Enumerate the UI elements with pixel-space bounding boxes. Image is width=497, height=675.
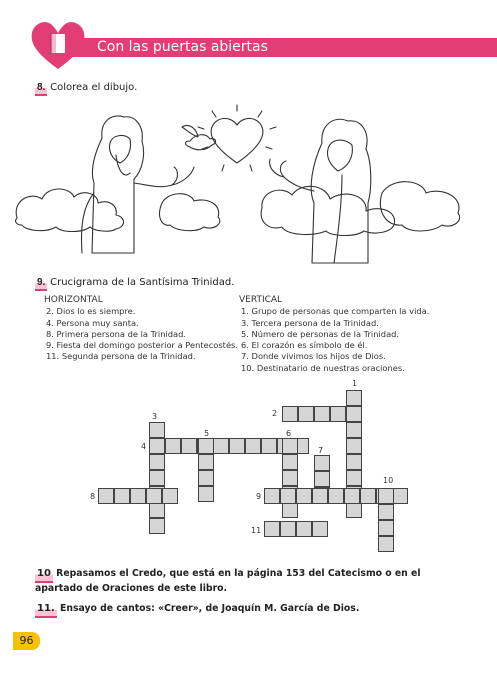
- crossword-cell: [149, 502, 165, 518]
- page-number: 96: [13, 632, 40, 650]
- crossword-cell: [298, 406, 314, 422]
- crossword-cell: [296, 521, 312, 537]
- crossword-cell: [312, 488, 328, 504]
- exercise-11: [35, 602, 455, 618]
- horizontal-heading: HORIZONTAL: [44, 295, 103, 305]
- crossword-cell: [149, 470, 165, 486]
- crossword-number-9: 9: [256, 492, 262, 501]
- horizontal-clue: 4. Persona muy santa.: [46, 317, 139, 328]
- crossword-cell: [149, 454, 165, 470]
- crossword-number-8: 8: [90, 492, 96, 501]
- crossword-cell: [149, 518, 165, 534]
- crossword-number-2: 2: [272, 409, 278, 418]
- crossword-cell: [181, 438, 197, 454]
- crossword-cell: [346, 390, 362, 406]
- crossword-cell: [229, 438, 245, 454]
- coloring-illustration: [12, 93, 472, 273]
- vertical-clue: 7. Donde vivimos los hijos de Dios.: [241, 351, 386, 362]
- crossword-cell: [198, 438, 214, 454]
- crossword-cell: [346, 470, 362, 486]
- crossword-cell: [282, 502, 298, 518]
- crossword-cell: [378, 536, 394, 552]
- crossword-cell: [282, 486, 298, 502]
- crossword-cell: [378, 504, 394, 520]
- crossword-cell: [346, 502, 362, 518]
- crossword-cell: [245, 438, 261, 454]
- crossword-number-10: 10: [383, 476, 394, 485]
- crossword-cell: [376, 488, 392, 504]
- crossword-cell: [146, 488, 162, 504]
- crossword-cell: [378, 488, 394, 504]
- crossword-cell: [330, 406, 346, 422]
- crossword-cell: [378, 520, 394, 536]
- crossword-cell: [314, 487, 330, 503]
- crossword-number-5: 5: [204, 429, 210, 438]
- vertical-clue: 10. Destinatario de nuestras oraciones.: [241, 362, 405, 373]
- crossword-cell: [280, 488, 296, 504]
- crossword-number-4: 4: [141, 442, 147, 451]
- crossword-cell: [346, 406, 362, 422]
- crossword-cell: [149, 422, 165, 438]
- exercise-11-text: Ensayo de cantos: «Creer», de Joaquín M. García de Dios.: [59, 603, 360, 614]
- crossword-cell: [314, 406, 330, 422]
- crossword-cell: [360, 488, 376, 504]
- crossword-cell: [314, 455, 330, 471]
- crossword-number-1: 1: [352, 379, 358, 388]
- crossword-cell: [149, 438, 165, 454]
- exercise-10: [35, 567, 455, 595]
- crossword-cell: [198, 470, 214, 486]
- crossword-cell: [314, 471, 330, 487]
- heart-door-icon: [28, 17, 88, 73]
- crossword-cell: [346, 454, 362, 470]
- crossword-cell: [197, 438, 213, 454]
- horizontal-clues: [44, 295, 238, 363]
- crossword-cell: [346, 486, 362, 502]
- horizontal-clue: 11. Segunda persona de la Trinidad.: [46, 351, 196, 362]
- exercise-11-number: 11.: [35, 602, 57, 618]
- exercise-10-number: 10: [35, 567, 53, 583]
- crossword-cell: [344, 488, 360, 504]
- crossword-cell: [198, 486, 214, 502]
- crossword-cell: [280, 521, 296, 537]
- crossword-cell: [213, 438, 229, 454]
- exercise-10-text: Repasamos el Credo, que está en la página 153 del Catecismo o en el apartado de Oraciones de este libro.: [35, 568, 421, 594]
- crossword-cell: [98, 488, 114, 504]
- crossword-number-7: 7: [318, 446, 324, 455]
- crossword-cell: [114, 488, 130, 504]
- crossword-cell: [346, 422, 362, 438]
- exercise-8-number: 8.: [35, 81, 47, 96]
- crossword-number-3: 3: [152, 412, 158, 421]
- crossword-cell: [261, 438, 277, 454]
- crossword-cell: [277, 438, 293, 454]
- crossword-cell: [346, 438, 362, 454]
- crossword-cell: [264, 488, 280, 504]
- crossword-cell: [293, 438, 309, 454]
- crossword-cell: [296, 488, 312, 504]
- crossword-cell: [162, 488, 178, 504]
- horizontal-clue: 9. Fiesta del domingo posterior a Pentecostés.: [46, 340, 239, 351]
- crossword-cell: [149, 486, 165, 502]
- page-title: Con las puertas abiertas: [97, 39, 268, 55]
- crossword-cell: [328, 488, 344, 504]
- crossword-number-11: 11: [251, 526, 262, 535]
- exercise-8-text: Colorea el dibujo.: [50, 82, 138, 93]
- vertical-clue: 6. El corazón es símbolo de él.: [241, 340, 368, 351]
- vertical-heading: VERTICAL: [239, 295, 283, 305]
- vertical-clue: 3. Tercera persona de la Trinidad.: [241, 317, 379, 328]
- crossword-cell: [282, 454, 298, 470]
- crossword-number-6: 6: [286, 429, 292, 438]
- crossword-cell: [130, 488, 146, 504]
- vertical-clue: 1. Grupo de personas que comparten la vida.: [241, 306, 430, 317]
- horizontal-clue: 2. Dios lo es siempre.: [46, 306, 136, 317]
- crossword-cell: [264, 521, 280, 537]
- crossword-cell: [392, 488, 408, 504]
- vertical-clues: [239, 295, 429, 374]
- crossword-cell: [312, 521, 328, 537]
- crossword-cell: [198, 454, 214, 470]
- crossword-cell: [282, 406, 298, 422]
- exercise-9-number: 9.: [35, 276, 47, 291]
- exercise-9: [35, 276, 234, 291]
- vertical-clue: 5. Número de personas de la Trinidad.: [241, 328, 400, 339]
- horizontal-clue: 8. Primera persona de la Trinidad.: [46, 328, 187, 339]
- crossword-cell: [282, 438, 298, 454]
- crossword-cell: [165, 438, 181, 454]
- exercise-9-text: Crucigrama de la Santísima Trinidad.: [50, 277, 235, 288]
- crossword-cell: [282, 470, 298, 486]
